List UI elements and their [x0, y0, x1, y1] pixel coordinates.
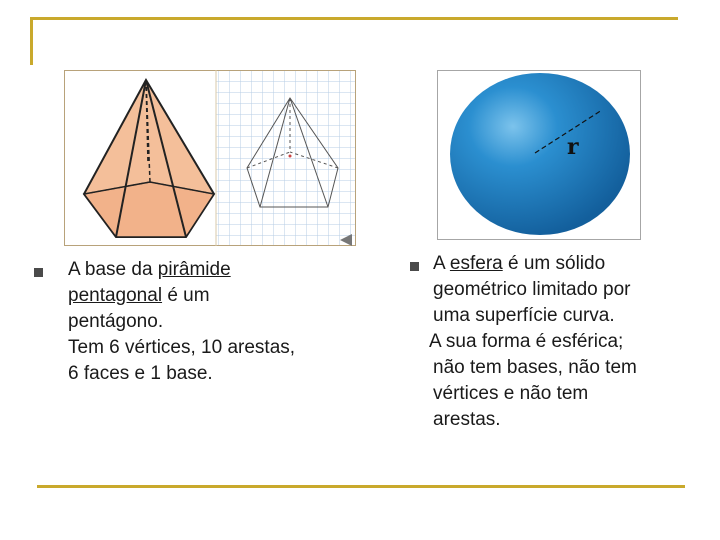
grid-paper	[216, 70, 356, 246]
right-text-after: é um sólido	[502, 253, 606, 274]
pentagonal-pyramid-figure	[64, 70, 356, 246]
link-pentagonal[interactable]: pentagonal	[68, 285, 163, 306]
right-line-2: geométrico limitado por	[433, 279, 631, 300]
radius-label: r	[567, 134, 579, 160]
right-text-before: A	[433, 253, 450, 274]
link-esfera[interactable]: esfera	[449, 253, 503, 274]
left-line-4: Tem 6 vértices, 10 arestas,	[68, 337, 296, 358]
bullet-left	[34, 268, 43, 277]
left-rule	[30, 17, 33, 65]
left-description	[68, 257, 358, 387]
right-description	[429, 251, 703, 433]
sphere	[450, 73, 630, 235]
bullet-right	[410, 262, 419, 271]
right-line-6: vértices e não tem	[433, 383, 589, 404]
left-text-before: A base da	[68, 259, 158, 280]
top-rule	[30, 17, 678, 20]
right-line-4: A sua forma é esférica;	[429, 331, 624, 352]
right-line-5: não tem bases, não tem	[433, 357, 637, 378]
left-text-after: é um	[162, 285, 210, 306]
bottom-rule	[37, 485, 685, 488]
left-line-3: pentágono.	[68, 311, 164, 332]
link-piramide[interactable]: pirâmide	[157, 259, 231, 280]
left-line-5: 6 faces e 1 base.	[68, 363, 213, 384]
right-line-7: arestas.	[433, 409, 501, 430]
sphere-figure	[437, 70, 641, 240]
right-line-3: uma superfície curva.	[433, 305, 615, 326]
